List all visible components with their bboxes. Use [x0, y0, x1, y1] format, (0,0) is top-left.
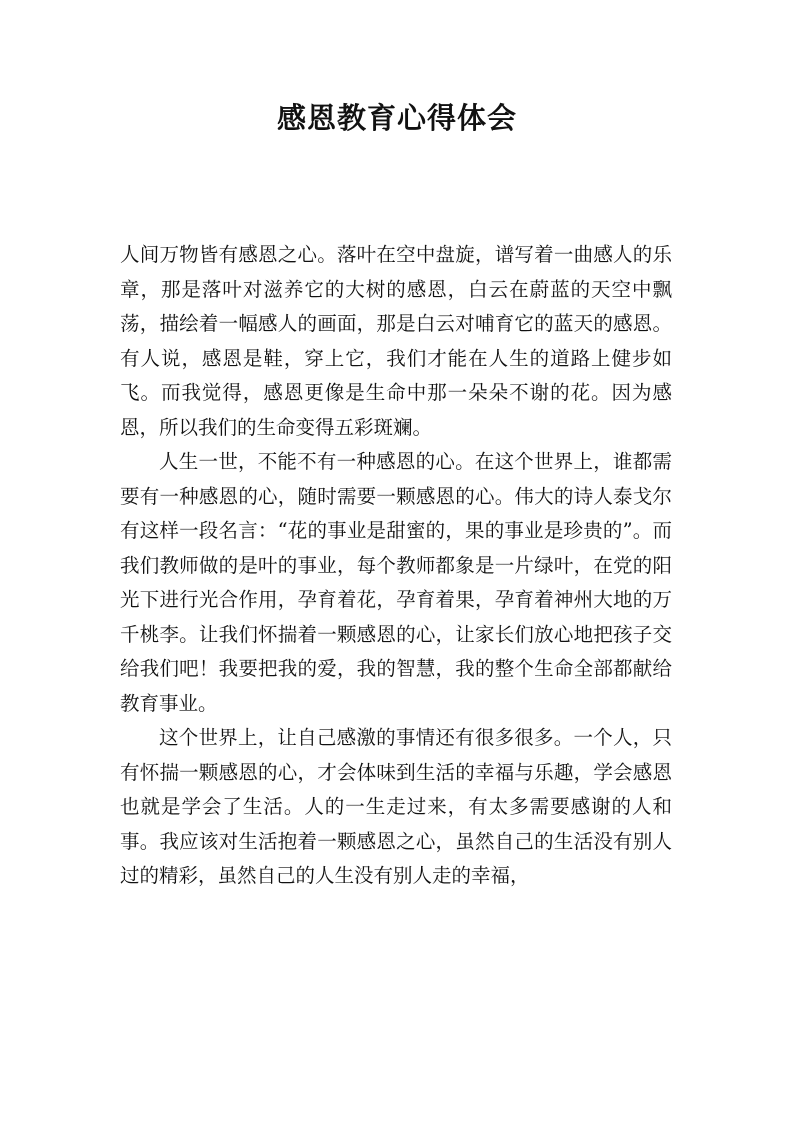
- paragraph-1: 人间万物皆有感恩之心。落叶在空中盘旋，谱写着一曲感人的乐章，那是落叶对滋养它的大树的感恩，白云在蔚蓝的天空中飘荡，描绘着一幅感人的画面，那是白云对哺育它的蓝天的感恩。有人说，感恩是鞋，穿上它，我们才能在人生的道路上健步如飞。而我觉得，感恩更像是生命中那一朵朵不谢的花。因为感恩，所以我们的生命变得五彩斑斓。: [120, 243, 672, 439]
- document-title: 感恩教育心得体会: [276, 101, 517, 135]
- paragraph-3: 这个世界上，让自己感激的事情还有很多很多。一个人，只有怀揣一颗感恩的心，才会体味到生活的幸福与乐趣，学会感恩也就是学会了生活。人的一生走过来，有太多需要感谢的人和事。我应该对生活抱着一颗感恩之心，虽然自己的生活没有别人过的精彩，虽然自己的人生没有别人走的幸福，: [120, 726, 672, 887]
- paragraph-2: 人生一世，不能不有一种感恩的心。在这个世界上，谁都需要有一种感恩的心，随时需要一颗感恩的心。伟大的诗人泰戈尔有这样一段名言：“花的事业是甜蜜的，果的事业是珍贵的”。而我们教师做的是叶的事业，每个教师都象是一片绿叶，在党的阳光下进行光合作用，孕育着花，孕育着果，孕育着神州大地的万千桃李。让我们怀揣着一颗感恩的心，让家长们放心地把孩子交给我们吧！我要把我的爱，我的智慧，我的整个生命全部都献给教育事业。: [120, 450, 672, 715]
- document-body: [120, 238, 672, 894]
